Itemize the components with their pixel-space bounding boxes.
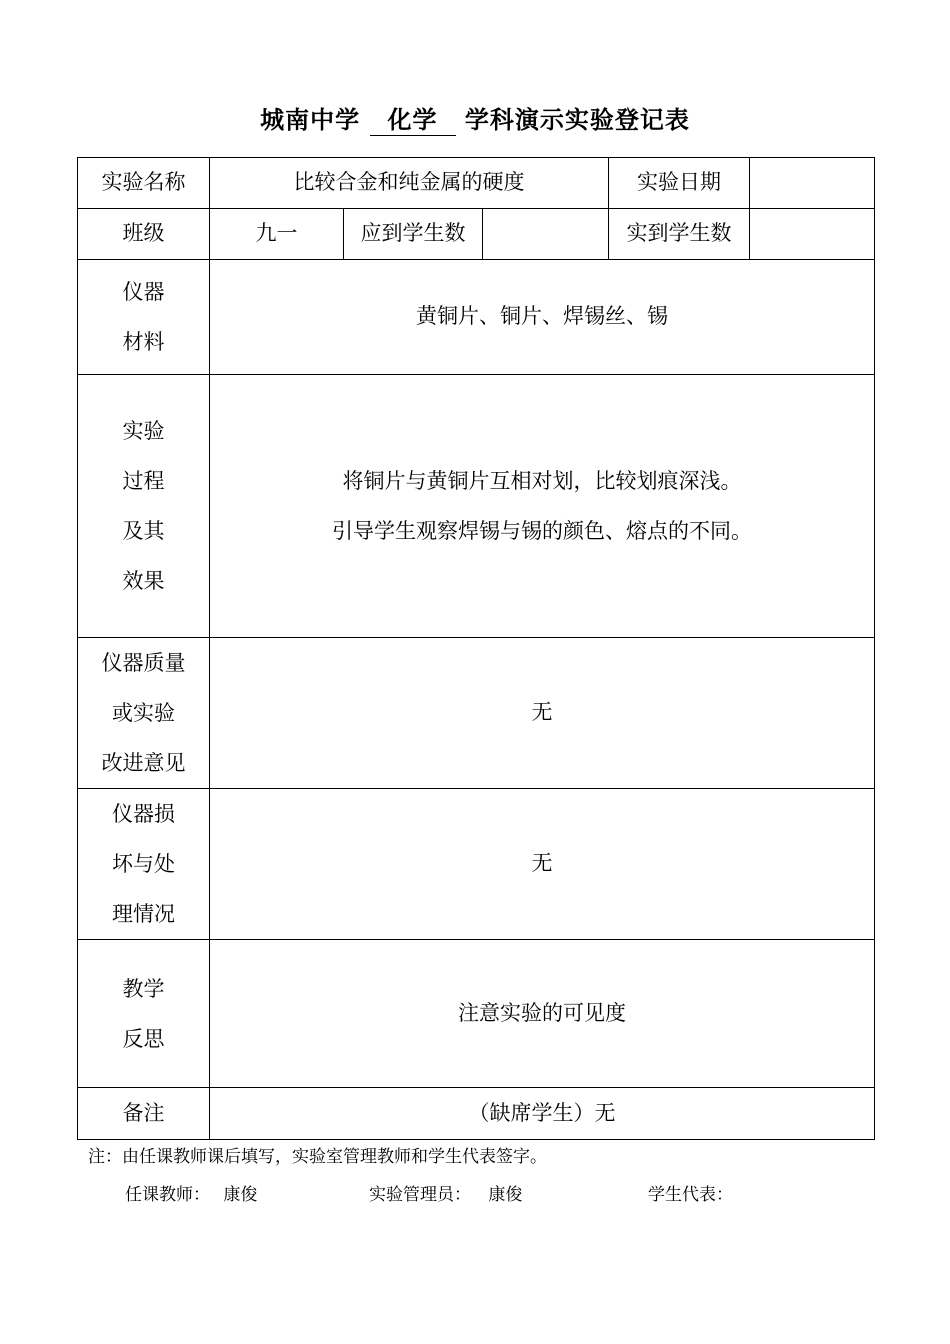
- teacher-name: 康俊: [223, 1185, 258, 1205]
- row-class: [78, 209, 875, 260]
- school-name: 城南中学: [260, 105, 361, 134]
- title-rest: 学科演示实验登记表: [464, 105, 690, 134]
- row-improvement: [78, 638, 875, 789]
- remarks-value: （缺席学生）无: [210, 1088, 875, 1140]
- improvement-value: 无: [210, 638, 875, 789]
- teacher-label: 任课教师：: [125, 1185, 210, 1205]
- manager-signature: [369, 1180, 522, 1205]
- class-label: 班级: [78, 209, 210, 260]
- registration-table: [77, 157, 875, 1140]
- expected-students-value: [483, 209, 609, 260]
- materials-label: 仪器 材料: [78, 260, 210, 375]
- reflection-label: 教学 反思: [78, 940, 210, 1088]
- row-remarks: [78, 1088, 875, 1140]
- row-process: [78, 375, 875, 638]
- damage-label: 仪器损 坏与处 理情况: [78, 789, 210, 940]
- improvement-label: 仪器质量 或实验 改进意见: [78, 638, 210, 789]
- student-rep-label: 学生代表：: [648, 1185, 733, 1205]
- process-content: [210, 375, 875, 638]
- row-reflection: [78, 940, 875, 1088]
- student-rep-signature: [648, 1180, 733, 1205]
- damage-value: 无: [210, 789, 875, 940]
- experiment-name-value: 比较合金和纯金属的硬度: [210, 158, 609, 209]
- actual-students-value: [750, 209, 875, 260]
- remarks-label: 备注: [78, 1088, 210, 1140]
- experiment-date-label: 实验日期: [609, 158, 750, 209]
- experiment-date-value: [750, 158, 875, 209]
- row-damage: [78, 789, 875, 940]
- subject-field: 化学: [370, 100, 456, 136]
- manager-label: 实验管理员：: [369, 1185, 471, 1205]
- reflection-value: 注意实验的可见度: [210, 940, 875, 1088]
- materials-value: 黄铜片、铜片、焊锡丝、锡: [210, 260, 875, 375]
- experiment-name-label: 实验名称: [78, 158, 210, 209]
- process-line: 将铜片与黄铜片互相对划，比较划痕深浅。: [342, 469, 742, 493]
- actual-students-label: 实到学生数: [609, 209, 750, 260]
- process-line: 引导学生观察焊锡与锡的颜色、熔点的不同。: [332, 519, 752, 543]
- row-materials: [78, 260, 875, 375]
- process-label: 实验 过程 及其 效果: [78, 375, 210, 638]
- manager-name: 康俊: [488, 1185, 523, 1205]
- teacher-signature: [125, 1180, 257, 1205]
- footer-note: 注：由任课教师课后填写，实验室管理教师和学生代表签字。: [88, 1147, 547, 1167]
- class-value: 九一: [210, 209, 344, 260]
- page-title: [0, 100, 950, 136]
- expected-students-label: 应到学生数: [344, 209, 483, 260]
- row-experiment-name: [78, 158, 875, 209]
